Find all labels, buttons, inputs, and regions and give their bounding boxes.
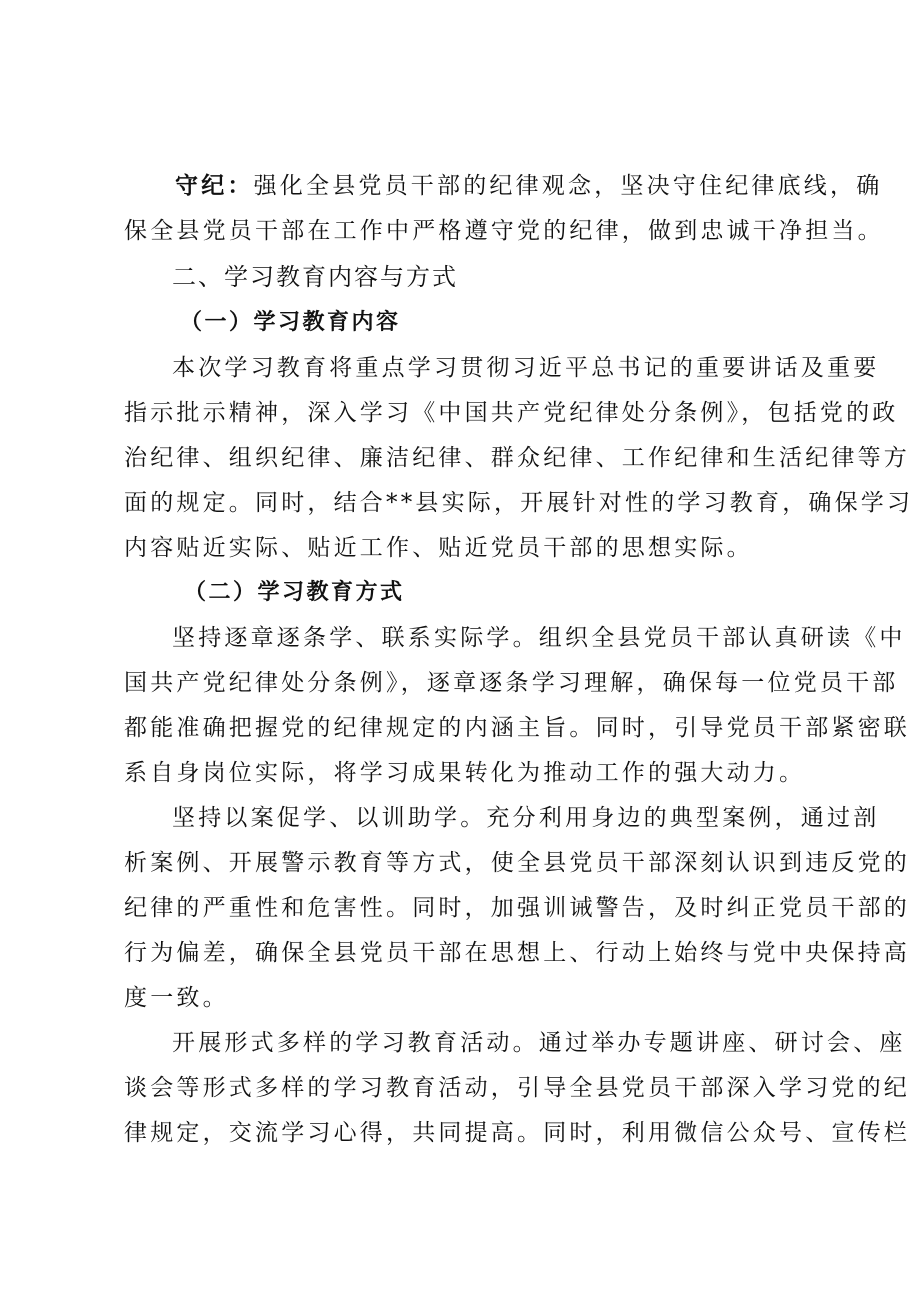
paragraph-line: 系自身岗位实际，将学习成果转化为推动工作的强大动力。 <box>124 760 806 786</box>
paragraph-line: 坚持以案促学、以训助学。充分利用身边的典型案例，通过剖 <box>172 805 880 831</box>
paragraph-line: 保全县党员干部在工作中严格遵守党的纪律，做到忠诚干净担当。 <box>124 218 884 244</box>
paragraph-line: 坚持逐章逐条学、联系实际学。组织全县党员干部认真研读《中 <box>172 625 906 651</box>
paragraph-line: 行为偏差，确保全县党员干部在思想上、行动上始终与党中央保持高 <box>124 940 910 966</box>
paragraph-line: 指示批示精神，深入学习《中国共产党纪律处分条例》，包括党的政 <box>124 400 899 426</box>
paragraph-line: 谈会等形式多样的学习教育活动，引导全县党员干部深入学习党的纪 <box>124 1075 910 1101</box>
paragraph-line: 律规定，交流学习心得，共同提高。同时，利用微信公众号、宣传栏 <box>124 1120 910 1146</box>
shouji-label: 守纪： <box>175 173 254 199</box>
paragraph-line: 析案例、开展警示教育等方式，使全县党员干部深刻认识到违反党的 <box>124 850 910 876</box>
paragraph-line: 开展形式多样的学习教育活动。通过举办专题讲座、研讨会、座 <box>172 1030 906 1056</box>
paragraph-line: 内容贴近实际、贴近工作、贴近党员干部的思想实际。 <box>124 535 753 561</box>
paragraph-line: 本次学习教育将重点学习贯彻习近平总书记的重要讲话及重要 <box>172 355 880 381</box>
section-heading: 二、学习教育内容与方式 <box>172 263 458 291</box>
subsection-heading: （二）学习教育方式 <box>184 580 405 605</box>
paragraph-line: 治纪律、组织纪律、廉洁纪律、群众纪律、工作纪律和生活纪律等方 <box>124 445 910 471</box>
paragraph-line: 度一致。 <box>124 985 229 1011</box>
shouji-text: 强化全县党员干部的纪律观念，坚决守住纪律底线，确 <box>253 173 883 199</box>
subsection-heading: （一）学习教育内容 <box>180 310 401 335</box>
paragraph-line <box>175 170 882 202</box>
paragraph-line: 纪律的严重性和危害性。同时，加强训诫警告，及时纠正党员干部的 <box>124 895 910 921</box>
paragraph-line: 面的规定。同时，结合**县实际，开展针对性的学习教育，确保学习 <box>124 490 914 516</box>
paragraph-line: 都能准确把握党的纪律规定的内涵主旨。同时，引导党员干部紧密联 <box>124 715 910 741</box>
paragraph-line: 国共产党纪律处分条例》，逐章逐条学习理解，确保每一位党员干部 <box>124 670 899 696</box>
